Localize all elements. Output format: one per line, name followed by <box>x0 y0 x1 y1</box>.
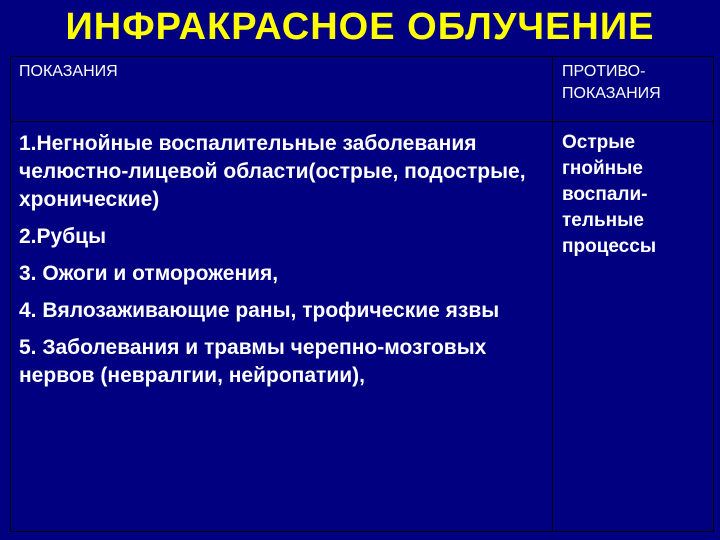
table-header-row <box>11 57 714 122</box>
indication-item-4: 4. Вялозаживающие раны, трофические язвы <box>19 299 500 322</box>
indications-cell <box>11 122 553 532</box>
contraindication-line-1: Острые <box>562 132 636 153</box>
table-body-row <box>11 122 714 532</box>
header-contraindications-line1: ПРОТИВО- <box>562 63 646 80</box>
contraindications-cell <box>553 122 714 532</box>
header-contraindications <box>553 57 714 122</box>
contraindication-line-4: тельные <box>562 210 644 231</box>
indication-item-1: 1.Негнойные воспалительные заболевания челюстно-лицевой области(острые, подострые, хронические) <box>19 132 526 211</box>
header-contraindications-line2: ПОКАЗАНИЯ <box>562 85 661 102</box>
header-indications-label: ПОКАЗАНИЯ <box>19 63 118 80</box>
header-indications <box>11 57 553 122</box>
slide-title: ИНФРАКРАСНОЕ ОБЛУЧЕНИЕ <box>65 6 655 48</box>
indication-item-5: 5. Заболевания и травмы черепно-мозговых нервов (невралгии, нейропатии), <box>19 336 487 387</box>
contraindication-line-2: гнойные <box>562 158 643 179</box>
indications-table <box>10 56 714 532</box>
contraindication-line-5: процессы <box>562 236 657 257</box>
contraindication-line-3: воспали- <box>562 184 648 205</box>
indication-item-2: 2.Рубцы <box>19 225 107 248</box>
indication-item-3: 3. Ожоги и отморожения, <box>19 262 279 285</box>
